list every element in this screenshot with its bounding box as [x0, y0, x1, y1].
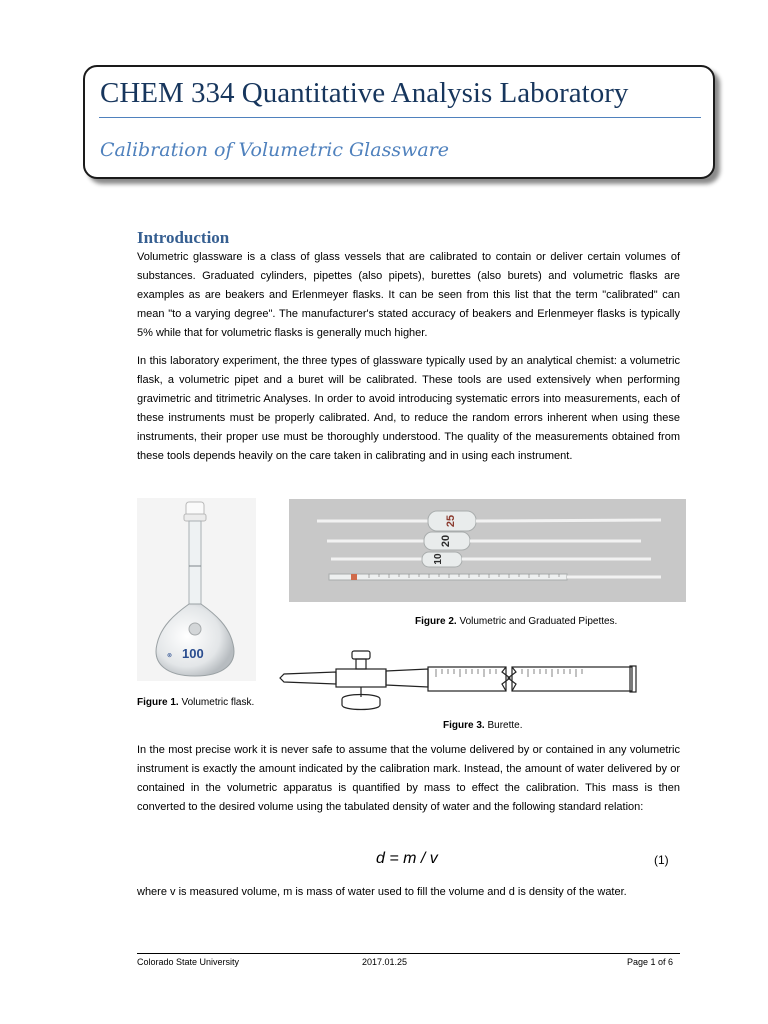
figure-2-text: Volumetric and Graduated Pipettes. — [456, 616, 618, 627]
flask-volume-mark: 100 — [182, 646, 204, 661]
document-subtitle: Calibration of Volumetric Glassware — [100, 139, 449, 161]
density-equation: d = m / v — [376, 850, 438, 867]
title-divider — [99, 117, 701, 118]
footer-divider — [137, 953, 680, 954]
footer-page-number: Page 1 of 6 — [627, 957, 674, 967]
volumetric-flask-photo — [137, 498, 256, 681]
section-heading-introduction: Introduction — [137, 228, 230, 247]
equation-number: (1) — [654, 853, 669, 867]
calibration-paragraph: In the most precise work it is never safe to assume that the volume delivered by or contained in any volumetric instrument is exactly the amount indicated by the calibration mark. Instead, the amount of water delivered by or contained in the volumetric apparatus is quantified by mass to effect the calibration. This mass is then converted to the desired volume using the tabulated density of water and the following standard relation: — [137, 744, 680, 813]
course-title: CHEM 334 Quantitative Analysis Laboratory — [100, 77, 629, 109]
title-box — [83, 65, 715, 179]
burette-drawing — [276, 641, 642, 721]
figure-3-text: Burette. — [484, 720, 523, 731]
figure-1-caption — [137, 697, 254, 708]
pipette-25-mark: 25 — [445, 514, 457, 528]
footer-date: 2017.01.25 — [362, 957, 408, 967]
figure-3-label: Figure 3. — [443, 720, 485, 731]
figure-3-caption — [443, 720, 523, 731]
pipette-20-mark: 20 — [440, 534, 452, 548]
pipettes-photo — [289, 499, 686, 602]
intro-paragraph-1: Volumetric glassware is a class of glass vessels that are calibrated to contain or deliver certain volumes of substances. Graduated cylinders, pipettes (also pipets), burettes (also burets) and volumetric flasks are examples as are beakers and Erlenmeyer flasks. It can be seen from this list that the term "calibrated" can mean "to a varying degree". The manufacturer's stated accuracy of beakers and Erlenmeyer flasks is typically 5% while that for volumetric flasks is generally much higher. — [137, 251, 680, 339]
footer-institution: Colorado State University — [137, 957, 240, 967]
figure-2-caption — [415, 616, 617, 627]
figure-2-label: Figure 2. — [415, 616, 457, 627]
intro-paragraph-2: In this laboratory experiment, the three types of glassware typically used by an analytical chemist: a volumetric flask, a volumetric pipet and a buret will be calibrated. These tools are used extensively when performing gravimetric and titrimetric Analyses. In order to avoid introducing systematic errors into measurements, each of these instruments must be properly calibrated. And, to reduce the random errors inherent when using these instruments, their proper use must be thoroughly understood. The quality of the measurements obtained from these tools depends heavily on the care taken in calibrating and in using each instrument. — [137, 355, 680, 462]
figure-1-text: Volumetric flask. — [178, 697, 255, 708]
figure-1-label: Figure 1. — [137, 697, 179, 708]
svg-text:⊗: ⊗ — [167, 653, 173, 659]
pipette-10-mark: 10 — [433, 553, 444, 565]
equation-explanation: where v is measured volume, m is mass of water used to fill the volume and d is density of the water. — [137, 886, 627, 898]
